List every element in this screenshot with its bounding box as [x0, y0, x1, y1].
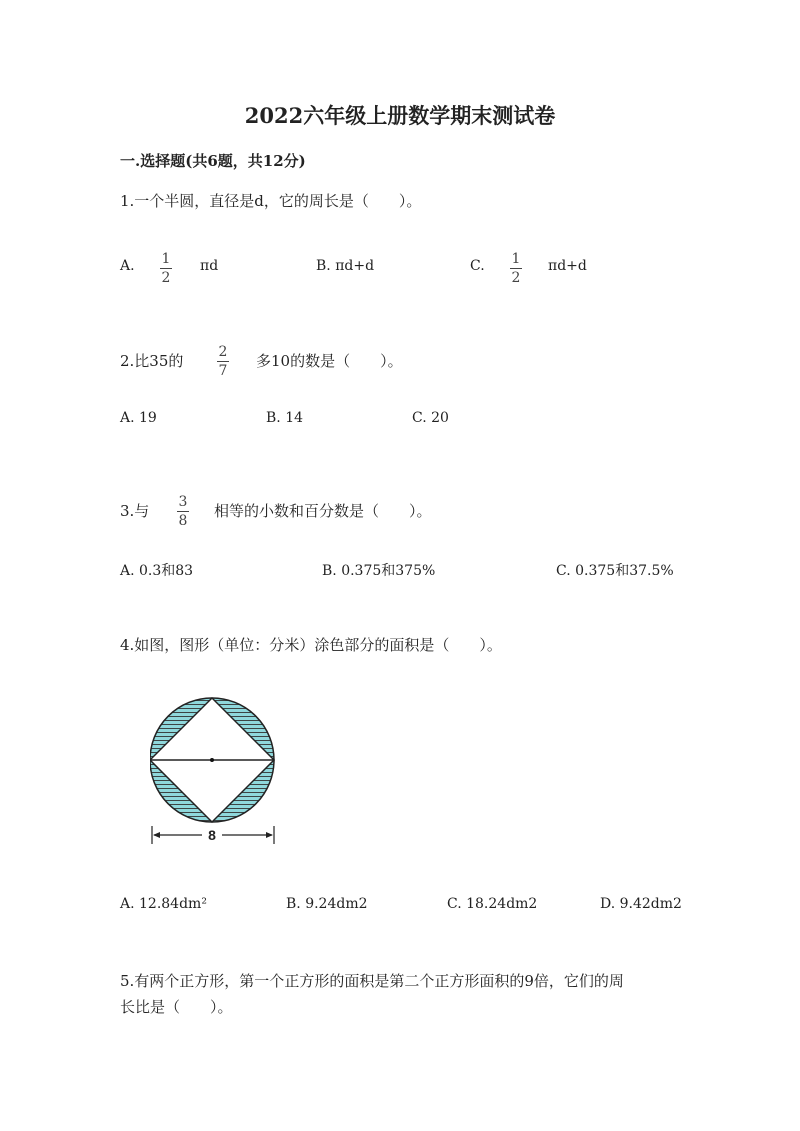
question-1-text: 1.一个半圆，直径是d，它的周长是（ ）。 [120, 192, 422, 210]
fraction-denominator: 2 [161, 270, 171, 286]
q3-option-a: A. 0.3和83 [120, 563, 194, 579]
fraction-denominator: 7 [218, 363, 228, 379]
q2-option-a: A. 19 [120, 410, 157, 426]
fraction-bar [510, 268, 522, 269]
circle-square-diagram [150, 688, 290, 848]
fraction-bar [160, 268, 172, 269]
q2-option-c: C. 20 [412, 410, 449, 426]
q3-option-b: B. 0.375和375% [322, 563, 436, 579]
q1-option-a-fraction [160, 251, 172, 286]
q1-option-a-label: A. [120, 258, 135, 274]
q1-option-b: B. πd+d [316, 258, 375, 274]
fraction-bar [177, 511, 189, 512]
q3-fraction [177, 494, 189, 529]
fraction-denominator: 8 [178, 513, 188, 529]
fraction-bar [217, 361, 229, 362]
fraction-numerator: 1 [511, 251, 521, 267]
q2-fraction [217, 344, 229, 379]
fraction-denominator: 2 [511, 270, 521, 286]
dimension-label: 8 [208, 827, 216, 843]
fraction-numerator: 2 [218, 344, 228, 360]
arrowhead-left [153, 832, 160, 838]
question-2-post: 多10的数是（ ）。 [256, 352, 403, 370]
page-title: 2022六年级上册数学期末测试卷 [244, 103, 556, 128]
fraction-numerator: 1 [161, 251, 171, 267]
q4-option-a: A. 12.84dm² [120, 896, 207, 912]
q4-option-d: D. 9.42dm2 [600, 896, 682, 912]
q2-option-b: B. 14 [266, 410, 304, 426]
center-point [210, 758, 214, 762]
q1-option-a-tail: πd [200, 258, 219, 274]
q4-option-c: C. 18.24dm2 [447, 896, 538, 912]
section-heading: 一.选择题(共6题，共12分) [120, 152, 306, 170]
arrowhead-right [266, 832, 273, 838]
question-5-line-2: 长比是（ ）。 [120, 998, 233, 1016]
q3-option-c: C. 0.375和37.5% [556, 563, 674, 579]
question-4-text: 4.如图，图形（单位：分米）涂色部分的面积是（ ）。 [120, 636, 502, 654]
question-5-line-1: 5.有两个正方形，第一个正方形的面积是第二个正方形面积的9倍，它们的周 [120, 972, 624, 990]
q1-option-c-tail: πd+d [548, 258, 587, 274]
question-3-pre: 3.与 [120, 502, 150, 520]
question-2-pre: 2.比35的 [120, 352, 184, 370]
question-3-post: 相等的小数和百分数是（ ）。 [214, 502, 432, 520]
fraction-numerator: 3 [178, 494, 188, 510]
q4-option-b: B. 9.24dm2 [286, 896, 368, 912]
q1-option-c-label: C. [470, 258, 485, 274]
q1-option-c-fraction [510, 251, 522, 286]
